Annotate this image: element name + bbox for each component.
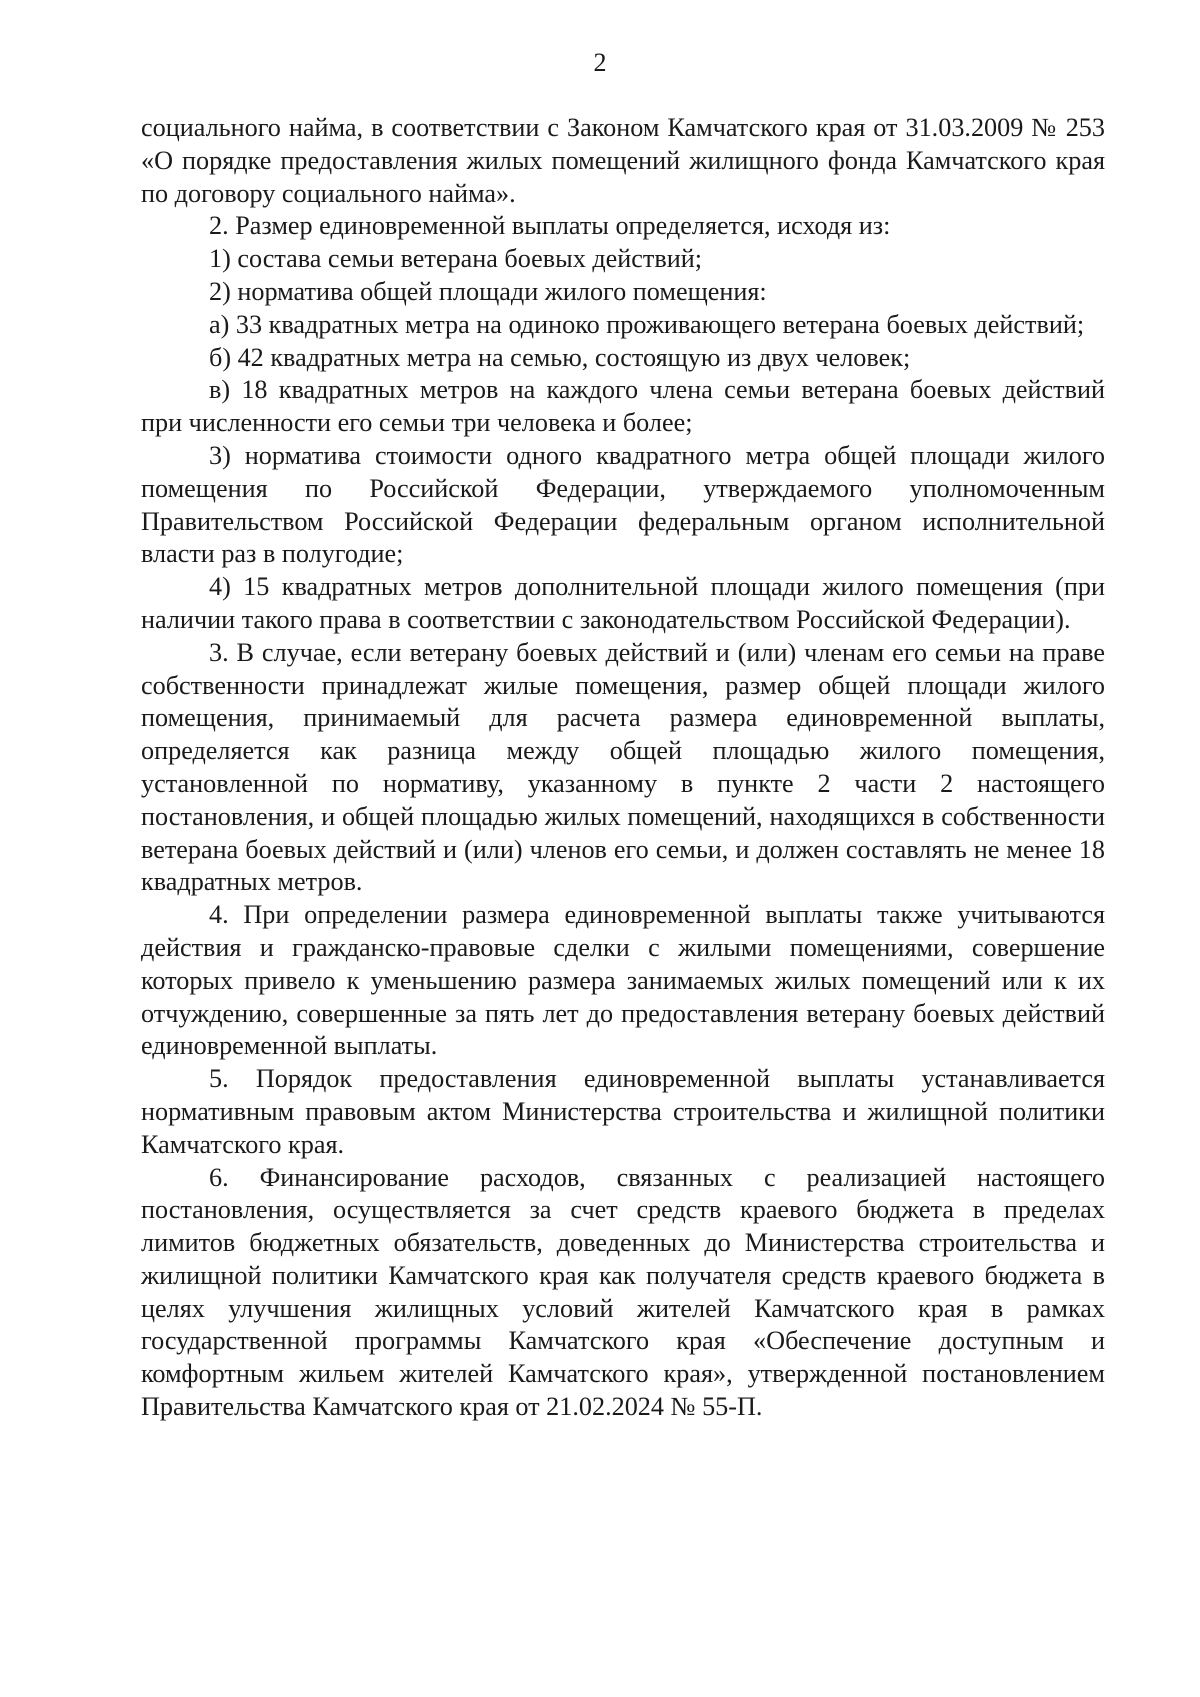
paragraph-subitem-2-2-a: а) 33 квадратных метра на одиноко проживающего ветерана боевых действий;	[209, 309, 1085, 339]
paragraph-subitem-2-2-b: б) 42 квадратных метра на семью, состоящую из двух человек;	[209, 342, 911, 372]
paragraph-subitem-2-1: 1) состава семьи ветерана боевых действий;	[209, 244, 703, 274]
paragraph-item-5: 5. Порядок предоставления единовременной выплаты устанавливается нормативным правовым актом Министерства строительства и жилищной политики Камчатского края.	[141, 1064, 1105, 1159]
paragraph-item-3: 3. В случае, если ветерану боевых действий и (или) членам его семьи на праве собственности принадлежат жилые помещения, размер общей площади жилого помещения, принимаемый для расчета размера единовременной выплаты, определяется как разница между общей площадью жилого помещения, установленной по нормативу, указанному в пункте 2 части 2 настоящего постановления, и общей площадью жилых помещений, находящихся в собственности ветерана боевых действий и (или) членов его семьи, и должен составлять не менее 18 квадратных метров.	[141, 637, 1105, 897]
paragraph-item-6: 6. Финансирование расходов, связанных с реализацией настоящего постановления, осуществляется за счет средств краевого бюджета в пределах лимитов бюджетных обязательств, доведенных до Министерства строительства и жилищной политики Камчатского края как получателя средств краевого бюджета в целях улучшения жилищных условий жителей Камчатского края в рамках государственной программы Камчатского края «Обеспечение доступным и комфортным жильем жителей Камчатского края», утвержденной постановлением Правительства Камчатского края от 21.02.2024 № 55-П.	[141, 1162, 1105, 1422]
paragraph-subitem-2-4: 4) 15 квадратных метров дополнительной площади жилого помещения (при наличии такого права в соответствии с законодательством Российской Федерации).	[141, 572, 1105, 634]
paragraph-item-4: 4. При определении размера единовременной выплаты также учитываются действия и гражданско-правовые сделки с жилыми помещениями, совершение которых привело к уменьшению размера занимаемых жилых помещений или к их отчуждению, совершенные за пять лет до предоставления ветерану боевых действий единовременной выплаты.	[141, 900, 1105, 1061]
paragraph-subitem-2-3: 3) норматива стоимости одного квадратного метра общей площади жилого помещения по Российской Федерации, утверждаемого уполномоченным Правительством Российской Федерации федеральным органом исполнительной власти раз в полугодие;	[141, 440, 1105, 569]
paragraph-subitem-2-2-v: в) 18 квадратных метров на каждого члена семьи ветерана боевых действий при численности его семьи три человека и более;	[141, 375, 1105, 438]
paragraph-subitem-2-2: 2) норматива общей площади жилого помещения:	[209, 276, 767, 306]
page-number: 2	[593, 48, 607, 77]
document-body	[141, 112, 1105, 1424]
paragraph-continuation: социального найма, в соответствии с Законом Камчатского края от 31.03.2009 № 253 «О порядке предоставления жилых помещений жилищного фонда Камчатского края по договору социального найма».	[141, 113, 1105, 208]
paragraph-item-2: 2. Размер единовременной выплаты определяется, исходя из:	[209, 211, 891, 241]
